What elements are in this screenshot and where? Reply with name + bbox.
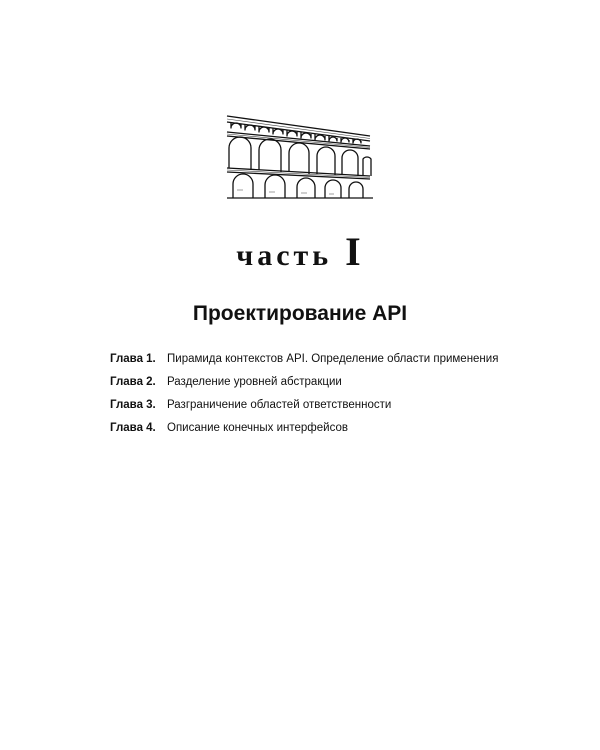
- chapter-number: Глава 2.: [110, 376, 156, 388]
- chapter-item-4: [110, 421, 550, 444]
- chapter-title: Разграничение областей ответственности: [167, 399, 392, 411]
- chapter-item-2: [110, 375, 550, 398]
- chapter-number: Глава 4.: [110, 422, 156, 434]
- chapter-title: Разделение уровней абстракции: [167, 376, 342, 388]
- aqueduct-icon: [225, 108, 375, 200]
- chapter-number: Глава 1.: [110, 353, 156, 365]
- chapter-item-1: [110, 352, 550, 375]
- chapter-item-3: [110, 398, 550, 421]
- section-title: Проектирование API: [192, 302, 408, 325]
- chapter-title: Пирамида контекстов API. Определение области применения: [167, 353, 499, 365]
- part-heading: [0, 228, 600, 280]
- chapter-number: Глава 3.: [110, 399, 156, 411]
- chapter-title: Описание конечных интерфейсов: [167, 422, 348, 434]
- part-numeral: I: [345, 229, 364, 274]
- part-word: часть: [236, 239, 333, 272]
- chapter-list: [110, 352, 550, 444]
